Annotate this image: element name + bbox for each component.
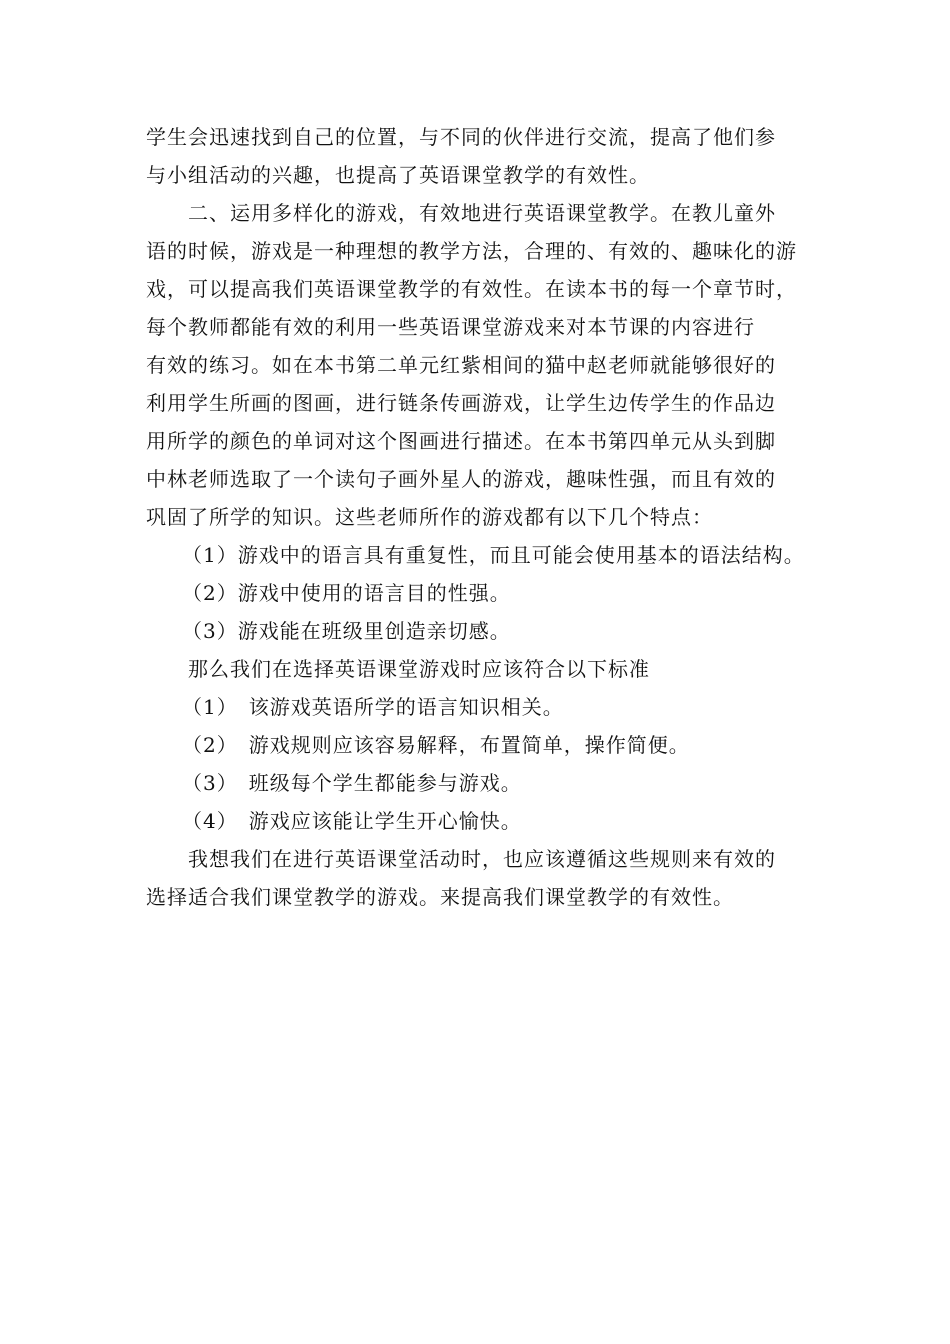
text-line: 利用学生所画的图画，进行链条传画游戏，让学生边传学生的作品边 <box>146 391 776 415</box>
list-item: （3）游戏能在班级里创造亲切感。 <box>182 619 511 643</box>
list-item: （1）游戏中的语言具有重复性，而且可能会使用基本的语法结构。 <box>182 543 805 567</box>
text-line: 每个教师都能有效的利用一些英语课堂游戏来对本节课的内容进行 <box>146 315 755 339</box>
list-item: （1） 该游戏英语所学的语言知识相关。 <box>182 695 564 719</box>
list-item: （2）游戏中使用的语言目的性强。 <box>182 581 511 605</box>
text-line: 那么我们在选择英语课堂游戏时应该符合以下标准 <box>188 657 650 681</box>
text-line: 与小组活动的兴趣，也提高了英语课堂教学的有效性。 <box>146 163 650 187</box>
list-item: （4） 游戏应该能让学生开心愉快。 <box>182 809 522 833</box>
list-item: （2） 游戏规则应该容易解释，布置简单，操作简便。 <box>182 733 690 757</box>
text-line: 二、运用多样化的游戏，有效地进行英语课堂教学。在教儿童外 <box>188 201 776 225</box>
text-line: 巩固了所学的知识。这些老师所作的游戏都有以下几个特点： <box>146 505 713 529</box>
text-line: 语的时候，游戏是一种理想的教学方法，合理的、有效的、趣味化的游 <box>146 239 797 263</box>
text-line: 戏，可以提高我们英语课堂教学的有效性。在读本书的每一个章节时， <box>146 277 797 301</box>
text-line: 我想我们在进行英语课堂活动时，也应该遵循这些规则来有效的 <box>188 847 776 871</box>
text-line: 中林老师选取了一个读句子画外星人的游戏，趣味性强，而且有效的 <box>146 467 776 491</box>
text-line: 学生会迅速找到自己的位置，与不同的伙伴进行交流，提高了他们参 <box>146 125 776 149</box>
document-body <box>146 118 814 916</box>
list-item: （3） 班级每个学生都能参与游戏。 <box>182 771 522 795</box>
text-line: 选择适合我们课堂教学的游戏。来提高我们课堂教学的有效性。 <box>146 885 734 909</box>
text-line: 用所学的颜色的单词对这个图画进行描述。在本书第四单元从头到脚 <box>146 429 776 453</box>
text-line: 有效的练习。如在本书第二单元红紫相间的猫中赵老师就能够很好的 <box>146 353 776 377</box>
